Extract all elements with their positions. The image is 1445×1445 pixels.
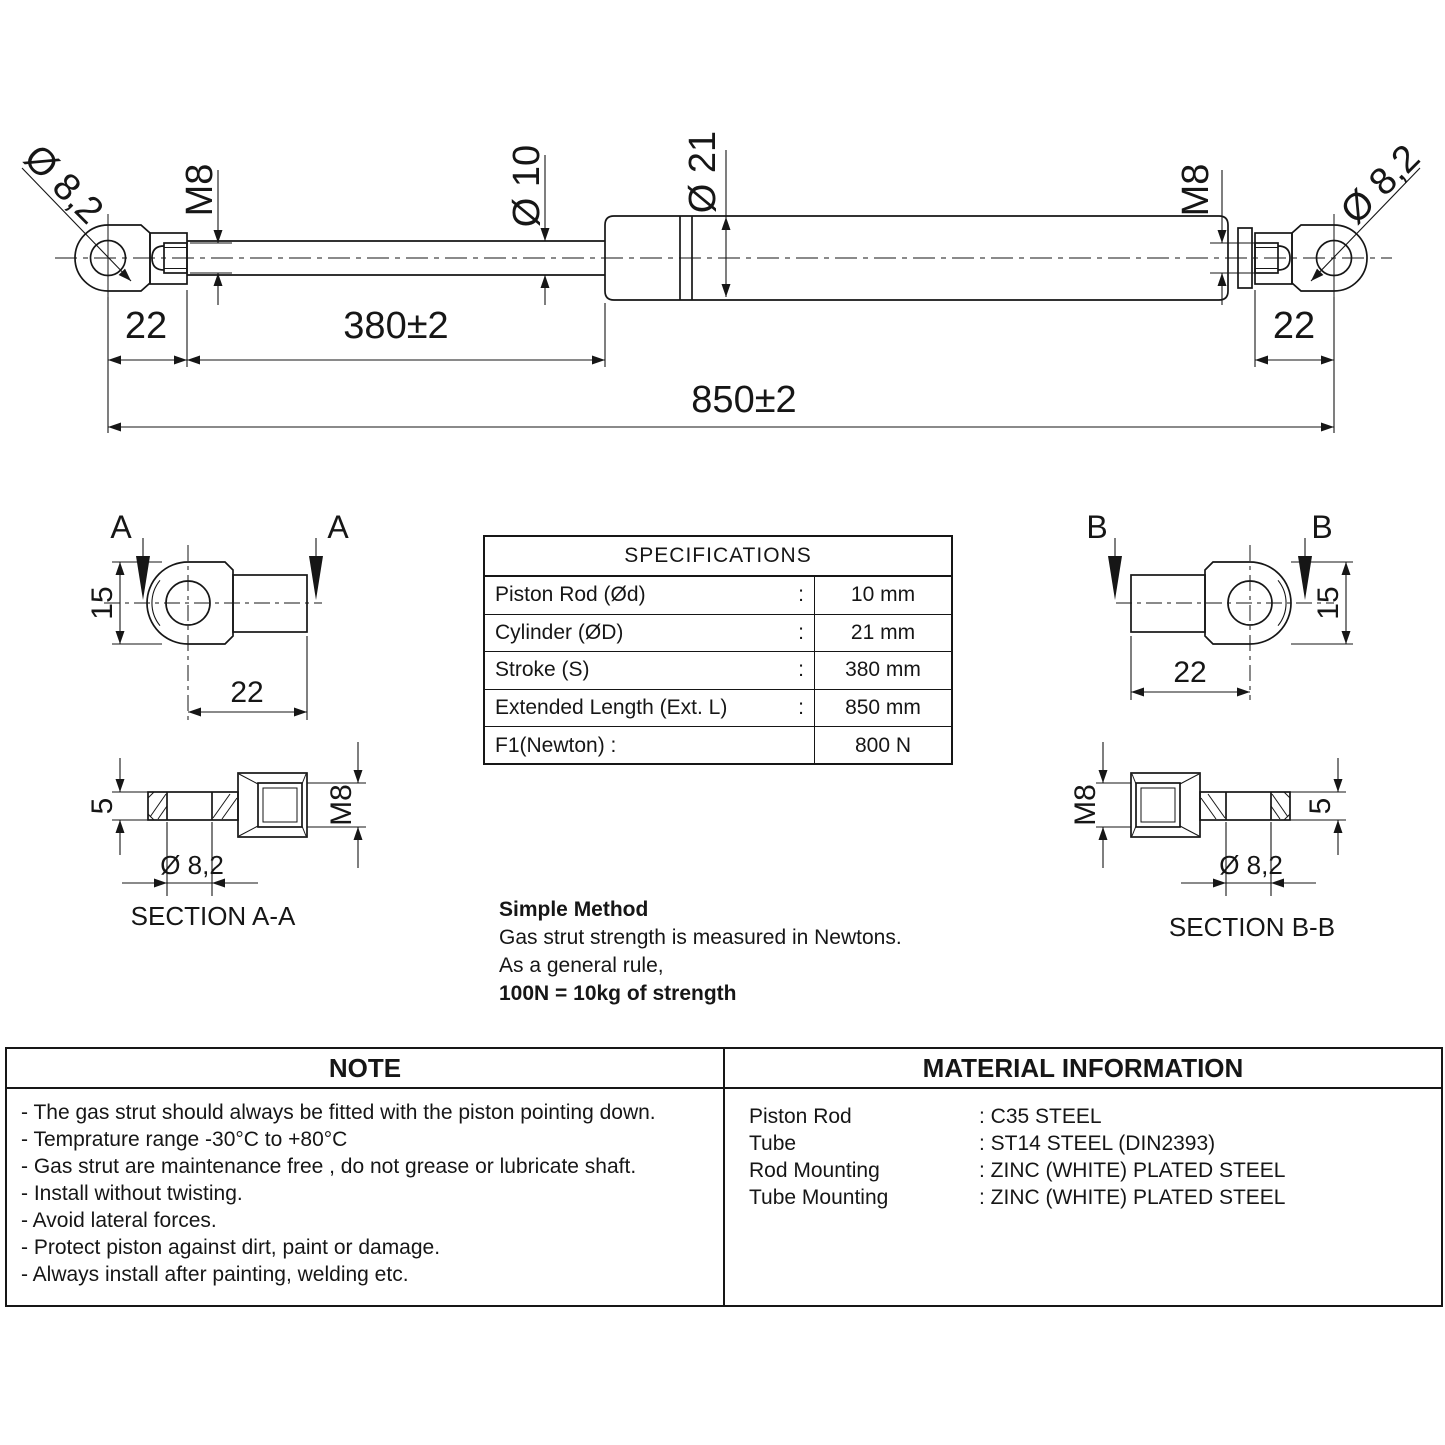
dim-label-rod-dia: Ø 10 <box>506 144 549 228</box>
dim-label-hole-dia-a: Ø 8,2 <box>160 850 224 880</box>
dim-label-thread-section-b: M8 <box>1068 784 1102 826</box>
material-value: : ZINC (WHITE) PLATED STEEL <box>979 1159 1286 1182</box>
spec-value: 21 mm <box>850 620 916 644</box>
section-a-cut-view <box>148 773 307 837</box>
material-value: : ST14 STEEL (DIN2393) <box>979 1132 1216 1155</box>
dim-mount-width-left <box>108 305 187 365</box>
dim-label-hole-dia-b: Ø 8,2 <box>1219 850 1283 880</box>
material-value: : C35 STEEL <box>979 1105 1102 1128</box>
section-a-markers <box>110 509 349 600</box>
dim-stroke <box>187 305 605 365</box>
note-item: - Avoid lateral forces. <box>21 1209 217 1232</box>
spec-table-title: SPECIFICATIONS <box>485 537 951 577</box>
material-row <box>749 1157 1441 1184</box>
dim-plate-thickness-a <box>86 758 148 855</box>
note-item: - The gas strut should always be fitted with the piston pointing down. <box>21 1101 656 1124</box>
dim-label-stroke: 380±2 <box>343 305 449 347</box>
dim-mount-width-right <box>1255 305 1334 365</box>
spec-label: Piston Rod (Ød) <box>495 583 646 607</box>
spec-label: Cylinder (ØD) <box>495 620 624 644</box>
spec-colon: : <box>798 620 804 644</box>
spec-row-force <box>485 727 951 765</box>
note-material-table <box>5 1047 1443 1307</box>
spec-value: 850 mm <box>845 695 921 719</box>
section-b-markers <box>1086 509 1332 600</box>
section-marker-a-left: A <box>110 509 132 545</box>
dim-rod-dia <box>506 145 549 305</box>
spec-value: 380 mm <box>845 658 921 682</box>
dim-label-lug-width-b: 22 <box>1173 656 1207 689</box>
section-marker-a-right: A <box>327 509 349 545</box>
note-item: - Protect piston against dirt, paint or damage. <box>21 1236 441 1259</box>
spec-row-stroke <box>485 652 951 690</box>
material-row <box>749 1130 1441 1157</box>
spec-label: Extended Length (Ext. L) <box>495 695 728 719</box>
method-title: Simple Method <box>499 898 649 921</box>
dim-label-plate-thickness-a: 5 <box>85 797 119 815</box>
simple-method-block <box>499 896 929 1008</box>
spec-value: 10 mm <box>850 583 916 607</box>
dim-label-lug-width-a: 22 <box>230 676 264 709</box>
material-title: MATERIAL INFORMATION <box>922 1052 1244 1083</box>
dim-hole-dia-section-b <box>1181 822 1316 896</box>
material-row <box>749 1184 1441 1211</box>
spec-value: 800 N <box>854 733 912 757</box>
dim-label-eyelet-dia-right: Ø 8,2 <box>1332 136 1429 233</box>
spec-row-piston-rod <box>485 577 951 615</box>
note-item: - Always install after painting, welding etc. <box>21 1263 409 1286</box>
note-title: NOTE <box>7 1049 725 1087</box>
note-list <box>7 1089 725 1305</box>
material-label: Piston Rod <box>749 1105 852 1128</box>
material-label: Rod Mounting <box>749 1159 880 1182</box>
method-line: Gas strut strength is measured in Newtons. <box>499 926 902 949</box>
dim-label-lug-height-a: 15 <box>85 586 119 620</box>
material-label: Tube <box>749 1132 797 1155</box>
section-b-cut-view <box>1131 773 1290 837</box>
rod-end-eyelet <box>75 214 187 302</box>
spec-row-extended-length <box>485 690 951 728</box>
dim-label-cylinder-dia: Ø 21 <box>682 130 725 214</box>
dim-label-mount-width-right: 22 <box>1272 305 1316 347</box>
note-item: - Gas strut are maintenance free , do not grease or lubricate shaft. <box>21 1155 637 1178</box>
material-label: Tube Mounting <box>749 1186 889 1209</box>
dim-eyelet-dia-left <box>16 137 131 281</box>
dim-eyelet-dia-right <box>1311 137 1428 281</box>
specifications-table <box>483 535 953 765</box>
spec-label: F1(Newton) : <box>495 733 617 757</box>
dim-lug-height-a <box>86 562 162 644</box>
dim-label-thread-right: M8 <box>1175 163 1218 217</box>
dim-plate-thickness-b <box>1290 758 1346 855</box>
spec-colon: : <box>798 583 804 607</box>
dim-label-mount-width-left: 22 <box>124 305 168 347</box>
note-item: - Install without twisting. <box>21 1182 243 1205</box>
spec-row-cylinder <box>485 615 951 653</box>
note-item: - Temprature range -30°C to +80°C <box>21 1128 348 1151</box>
material-list <box>725 1089 1441 1305</box>
material-row <box>749 1103 1441 1130</box>
spec-colon: : <box>798 695 804 719</box>
dim-lug-width-b <box>1131 636 1250 700</box>
section-b-title: SECTION B-B <box>1168 912 1336 942</box>
dim-lug-width-a <box>188 636 307 720</box>
spec-label: Stroke (S) <box>495 658 590 682</box>
spec-colon: : <box>798 658 804 682</box>
dim-cylinder-dia <box>682 131 730 297</box>
dim-label-thread-section-a: M8 <box>324 784 358 826</box>
dim-thread-section-a <box>307 742 366 868</box>
dim-thread-right <box>1175 164 1255 305</box>
eyelet-front-view-a <box>104 545 322 720</box>
section-a-title: SECTION A-A <box>130 901 296 931</box>
dim-label-plate-thickness-b: 5 <box>1303 797 1337 815</box>
section-marker-b-left: B <box>1086 509 1108 545</box>
dim-label-lug-height-b: 15 <box>1311 586 1345 620</box>
dim-extended-length <box>108 379 1334 432</box>
section-marker-b-right: B <box>1311 509 1333 545</box>
dim-label-extended-length: 850±2 <box>691 379 797 421</box>
method-line: 100N = 10kg of strength <box>499 982 737 1005</box>
dim-label-thread-left: M8 <box>179 163 222 217</box>
dim-label-eyelet-dia-left: Ø 8,2 <box>15 136 112 233</box>
method-line: As a general rule, <box>499 954 664 977</box>
material-value: : ZINC (WHITE) PLATED STEEL <box>979 1186 1286 1209</box>
dim-thread-section-b <box>1069 742 1131 868</box>
